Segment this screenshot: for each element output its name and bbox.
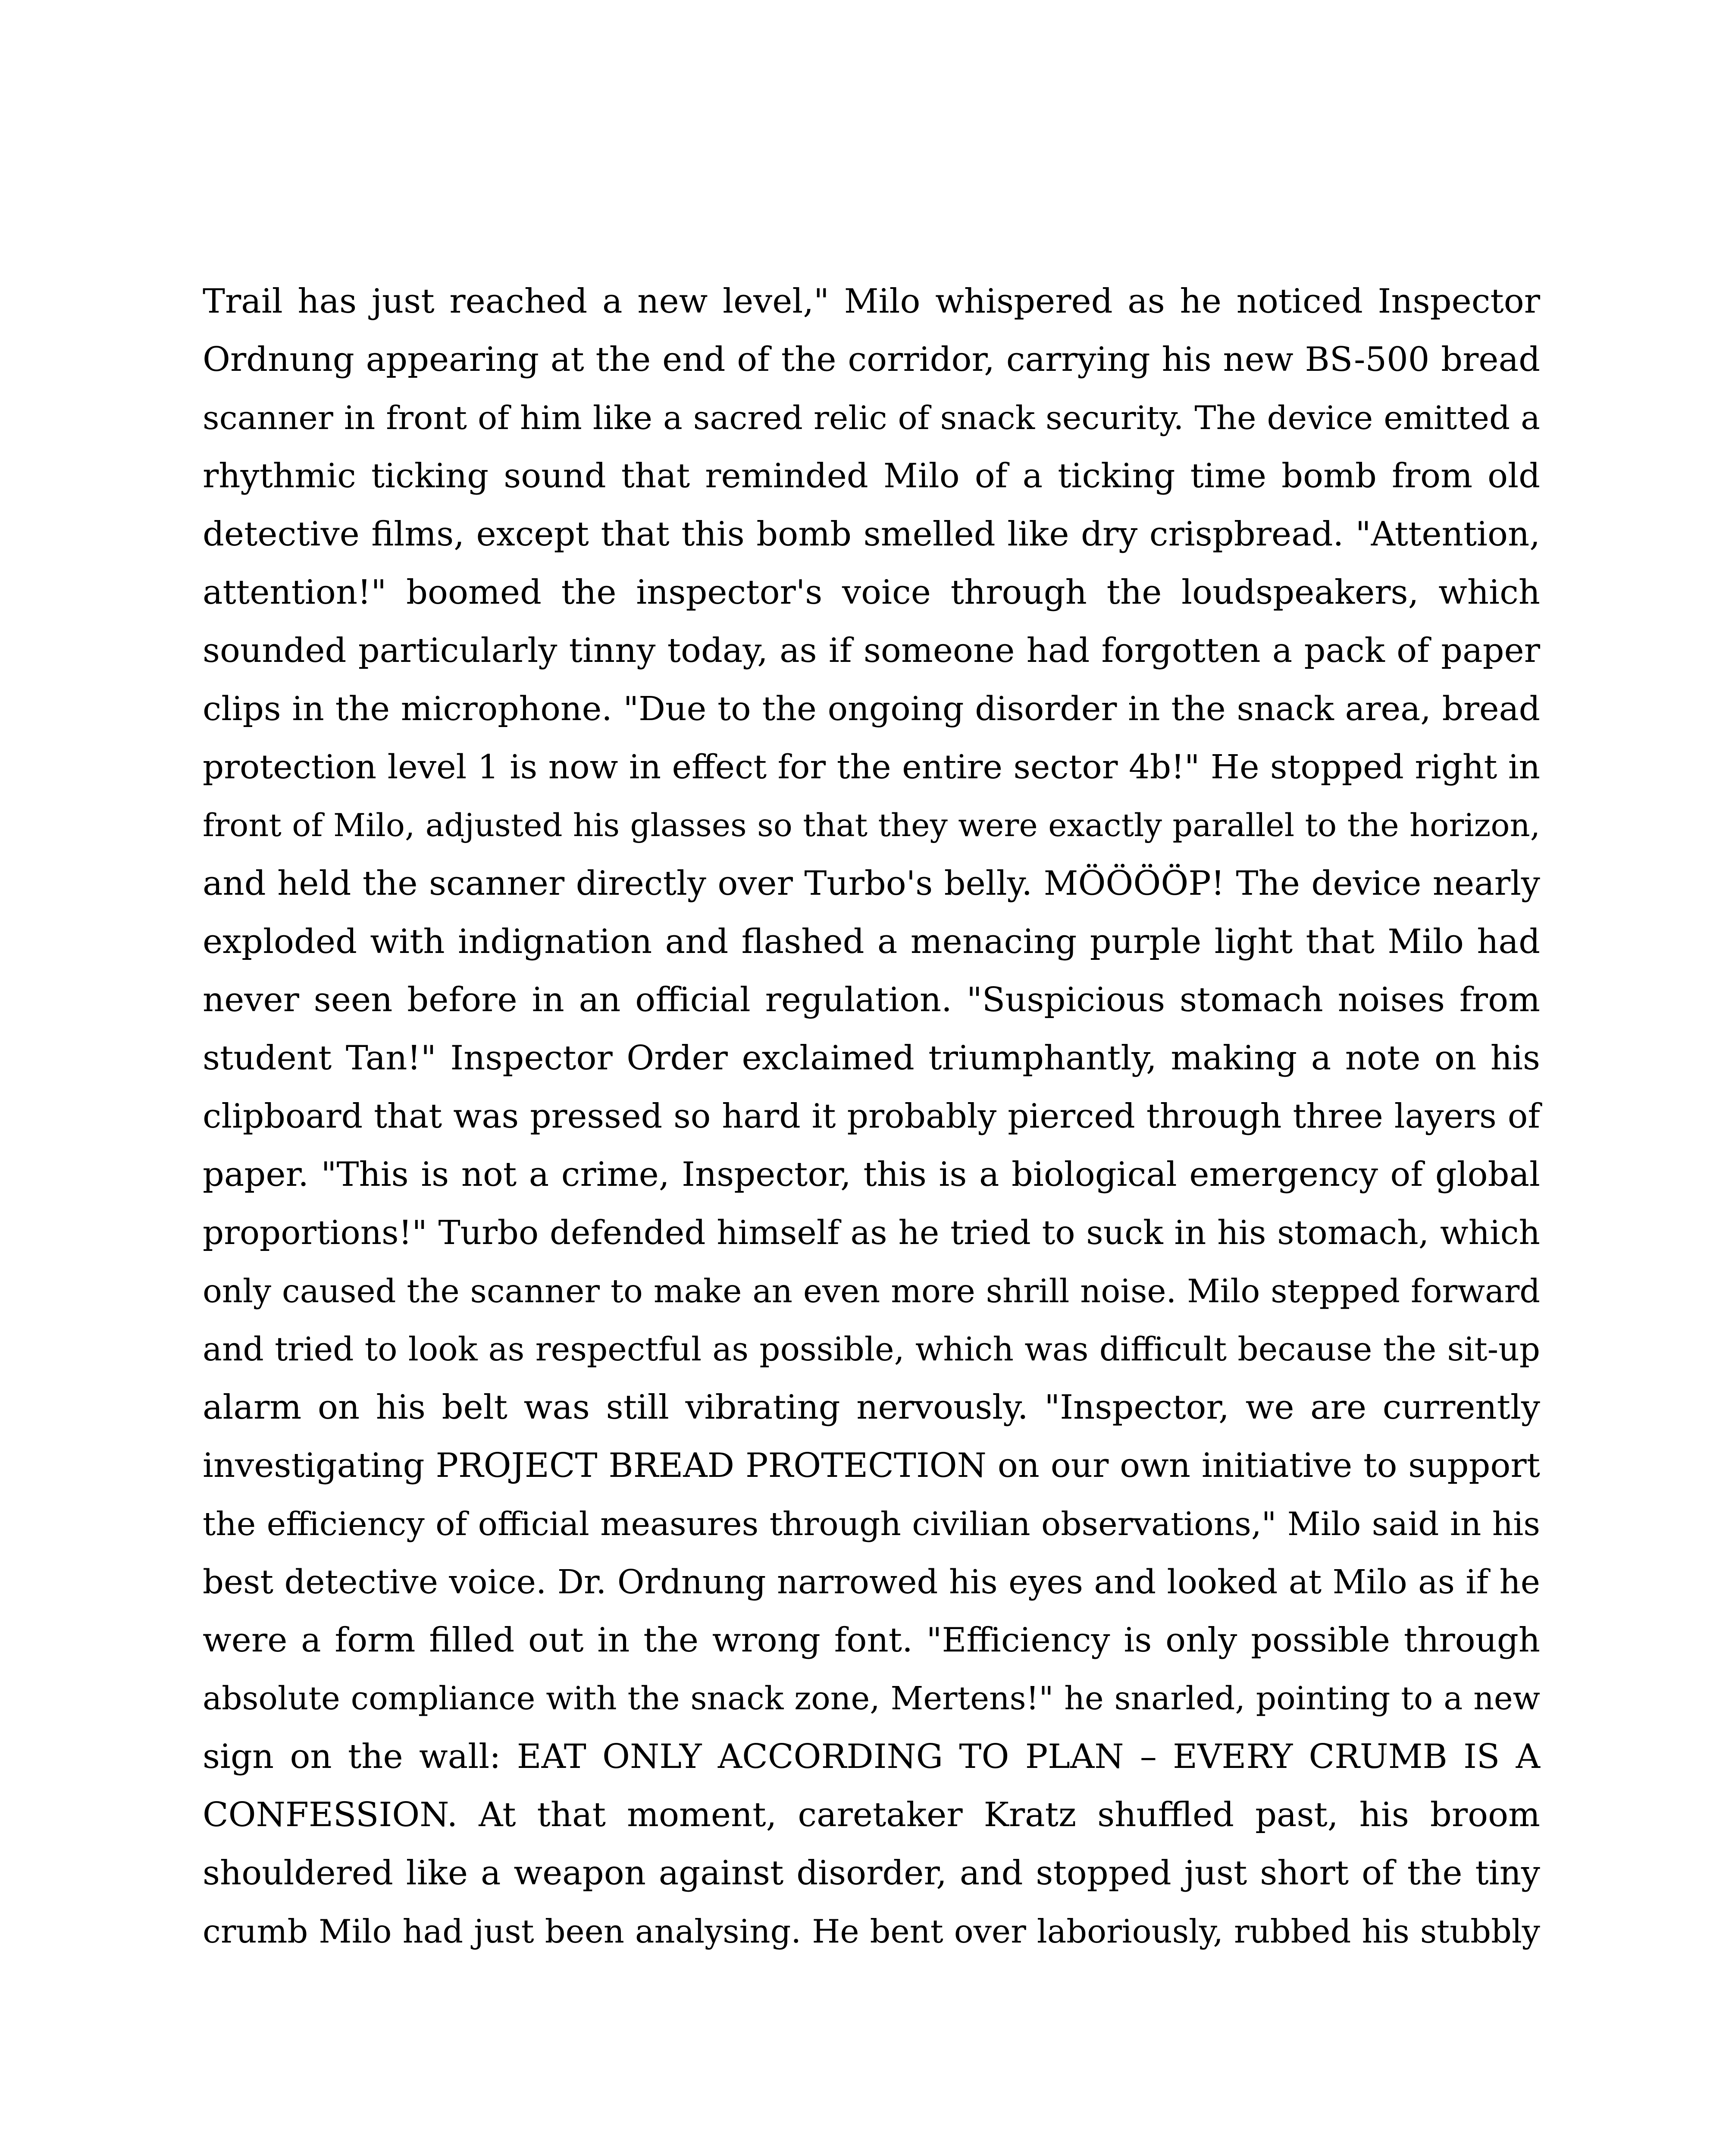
text-line: and held the scanner directly over Turbo's belly. MÖÖÖÖP! The device nearly: [203, 864, 1540, 903]
text-line: clipboard that was pressed so hard it probably pierced through three layers of: [203, 1097, 1540, 1136]
text-line: protection level 1 is now in effect for the entire sector 4b!" He stopped right in: [203, 748, 1540, 787]
text-line: alarm on his belt was still vibrating nervously. "Inspector, we are currently: [203, 1388, 1540, 1427]
text-line: never seen before in an official regulation. "Suspicious stomach noises from: [203, 981, 1540, 1019]
text-line: best detective voice. Dr. Ordnung narrowed his eyes and looked at Milo as if he: [203, 1563, 1540, 1601]
text-line: were a form filled out in the wrong font. "Efficiency is only possible through: [203, 1621, 1540, 1660]
text-line: attention!" boomed the inspector's voice through the loudspeakers, which: [203, 573, 1540, 612]
text-line: absolute compliance with the snack zone, Mertens!" he snarled, pointing to a new: [203, 1680, 1540, 1717]
text-line: clips in the microphone. "Due to the ongoing disorder in the snack area, bread: [203, 689, 1540, 728]
text-line: proportions!" Turbo defended himself as he tried to suck in his stomach, which: [203, 1214, 1540, 1252]
text-line: and tried to look as respectful as possible, which was difficult because the sit-up: [203, 1330, 1540, 1368]
text-line: sign on the wall: EAT ONLY ACCORDING TO PLAN – EVERY CRUMB IS A: [203, 1737, 1540, 1776]
text-line: crumb Milo had just been analysing. He bent over laboriously, rubbed his stubbly: [203, 1913, 1540, 1950]
text-line: Ordnung appearing at the end of the corridor, carrying his new BS-500 bread: [203, 340, 1540, 379]
text-line: student Tan!" Inspector Order exclaimed triumphantly, making a note on his: [203, 1039, 1540, 1078]
text-line: scanner in front of him like a sacred relic of snack security. The device emitted a: [203, 399, 1540, 437]
text-line: investigating PROJECT BREAD PROTECTION on our own initiative to support: [203, 1446, 1540, 1485]
text-line: sounded particularly tinny today, as if someone had forgotten a pack of paper: [203, 631, 1540, 670]
body-text: [203, 273, 1540, 1961]
text-line: only caused the scanner to make an even more shrill noise. Milo stepped forward: [203, 1272, 1540, 1310]
text-line: front of Milo, adjusted his glasses so that they were exactly parallel to the horizon,: [203, 807, 1540, 844]
text-line: CONFESSION. At that moment, caretaker Kratz shuffled past, his broom: [203, 1796, 1540, 1834]
text-line: detective films, except that this bomb smelled like dry crispbread. "Attention,: [203, 515, 1540, 554]
text-line: the efficiency of official measures through civilian observations," Milo said in his: [203, 1505, 1540, 1543]
text-line: shouldered like a weapon against disorder, and stopped just short of the tiny: [203, 1854, 1540, 1893]
text-line: paper. "This is not a crime, Inspector, this is a biological emergency of global: [203, 1155, 1540, 1194]
text-line: exploded with indignation and flashed a menacing purple light that Milo had: [203, 922, 1540, 961]
text-line: Trail has just reached a new level," Milo whispered as he noticed Inspector: [203, 282, 1540, 321]
text-line: rhythmic ticking sound that reminded Milo of a ticking time bomb from old: [203, 457, 1540, 495]
